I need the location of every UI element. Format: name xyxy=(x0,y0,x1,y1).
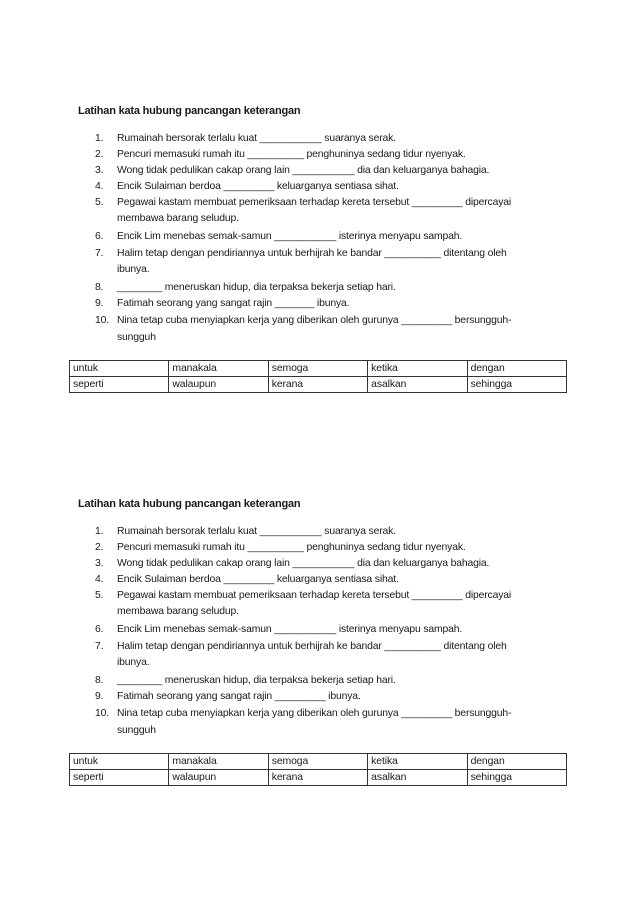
word-cell: ketika xyxy=(368,361,467,377)
word-cell: seperti xyxy=(70,770,169,786)
table-row xyxy=(70,754,567,770)
word-cell: manakala xyxy=(169,754,268,770)
word-cell: seperti xyxy=(70,377,169,393)
word-cell: asalkan xyxy=(368,770,467,786)
word-cell: asalkan xyxy=(368,377,467,393)
word-cell: kerana xyxy=(268,770,367,786)
word-cell: kerana xyxy=(268,377,367,393)
word-cell: untuk xyxy=(70,361,169,377)
section-title: Latihan kata hubung pancangan keterangan xyxy=(78,105,301,117)
table-row xyxy=(70,770,567,786)
word-cell: manakala xyxy=(169,361,268,377)
section-title: Latihan kata hubung pancangan keterangan xyxy=(78,498,301,510)
word-cell: dengan xyxy=(467,361,566,377)
word-cell: dengan xyxy=(467,754,566,770)
word-cell: untuk xyxy=(70,754,169,770)
word-cell: sehingga xyxy=(467,377,566,393)
word-cell: ketika xyxy=(368,754,467,770)
word-bank-table xyxy=(69,753,567,786)
word-cell: sehingga xyxy=(467,770,566,786)
word-cell: semoga xyxy=(268,361,367,377)
table-row xyxy=(70,361,567,377)
table-row xyxy=(70,377,567,393)
word-bank-table xyxy=(69,360,567,393)
word-cell: semoga xyxy=(268,754,367,770)
word-cell: walaupun xyxy=(169,377,268,393)
word-cell: walaupun xyxy=(169,770,268,786)
